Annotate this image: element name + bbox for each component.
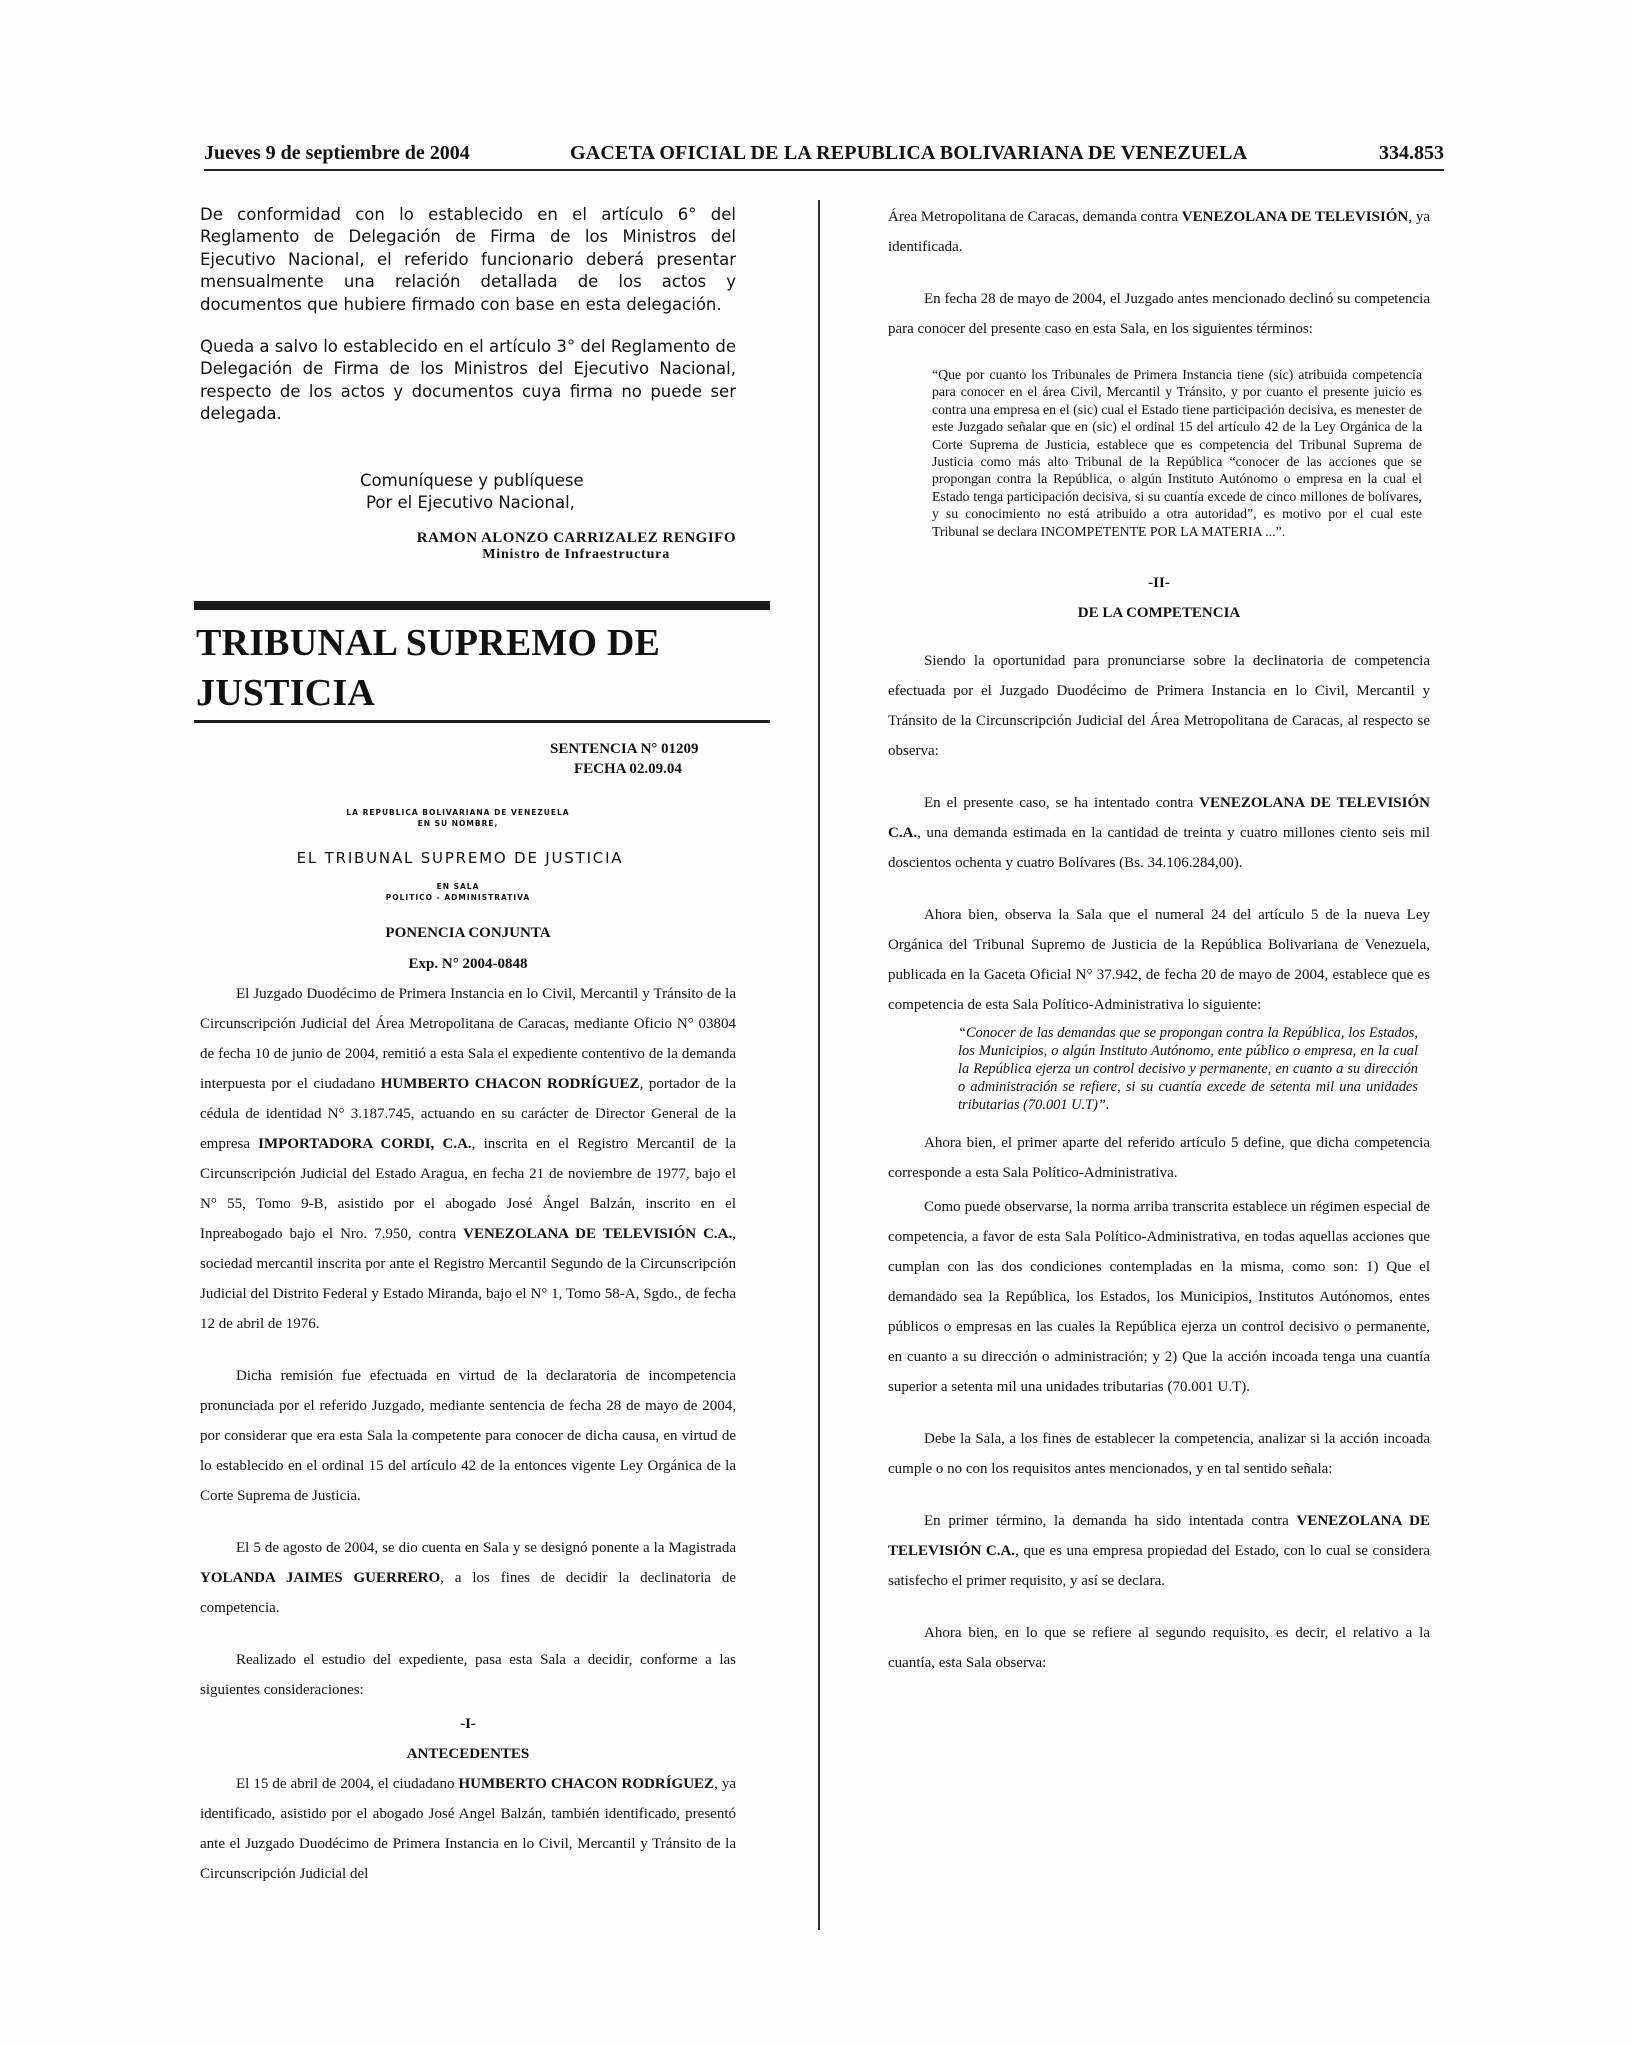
sentencia-date: FECHA 02.09.04 (574, 760, 682, 777)
closing-line-2: Por el Ejecutivo Nacional, (366, 492, 575, 512)
defendant-name: VENEZOLANA DE TELEVISIÓN C.A. (888, 1513, 1430, 1560)
republica-line-1: LA REPUBLICA BOLIVARIANA DE VENEZUELA (346, 807, 570, 817)
left-column (196, 204, 736, 1911)
quote-1: “Que por cuanto los Tribunales de Primera Instancia tiene (sic) atribuida competencia para conocer en el área Civil, Mercantil y Tránsito, y por cuanto el presente juicio es contra una empresa en el (sic) cual el Estado tiene participación decisiva, es menester de este Juzgado señalar que en (sic) el ordinal 15 del artículo 42 de la Ley Orgánica de la Corte Suprema de Justicia, establece que es competencia del Tribunal Suprema de Justicia como más alto Tribunal de la República “conocer de las acciones que se propongan contra la República, o algún Instituto Autónomo o empresa en la cual el Estado tenga participación decisiva, si su cuantía excede de cinco millones de bolívares, y su conocimiento no está atribuido a otra autoridad”, es motivo por el cual este Tribunal se declara INCOMPETENTE POR LA MATERIA ...”. (932, 367, 1422, 539)
right-column (888, 202, 1430, 1700)
sala-line-1: EN SALA (436, 881, 480, 891)
column-divider (818, 200, 820, 1930)
header-rule (204, 169, 1444, 171)
page-header (204, 142, 1444, 172)
header-date: Jueves 9 de septiembre de 2004 (204, 142, 470, 164)
sentencia-number: SENTENCIA N° 01209 (550, 740, 699, 757)
sala-line-2: POLITICO - ADMINISTRATIVA (385, 892, 531, 902)
header-publication: GACETA OFICIAL DE LA REPUBLICA BOLIVARIANA DE VENEZUELA (570, 142, 1248, 164)
section-rule-top (194, 601, 770, 610)
closing-block (360, 470, 736, 514)
defendant-name: VENEZOLANA DE TELEVISIÓN C.A. (463, 1225, 733, 1242)
r-paragraph-8: Debe la Sala, a los fines de establecer la competencia, analizar si la acción incoada cumple o no con los requisitos antes mencionados, y en tal sentido señala: (888, 1431, 1430, 1478)
r-paragraph-7: Como puede observarse, la norma arriba transcrita establece un régimen especial de competencia, a favor de esta Sala Político-Administrativa, en todas aquellas acciones que cumplan con las dos condiciones contempladas en la misma, como son: 1) Que el demandado sea la República, los Estados, los Municipios, Institutos Autónomos, entes públicos o empresas en las cuales la República ejerza un control decisivo o permanente, en cuanto a su dirección o administración; y 2) Que la acción incoada tenga una cuantía superior a setenta mil una unidades tributarias (70.001 U.T). (888, 1199, 1430, 1396)
paragraph-4: Realizado el estudio del expediente, pasa esta Sala a decidir, conforme a las siguientes consideraciones: (200, 1651, 736, 1698)
magistrate-name: YOLANDA JAIMES GUERRERO (200, 1569, 441, 1586)
section-rule-bottom (194, 720, 770, 723)
r-paragraph-10: Ahora bien, en lo que se refiere al segundo requisito, es decir, el relativo a la cuantía, esta Sala observa: (888, 1625, 1430, 1672)
r-paragraph-1: Área Metropolitana de Caracas, demanda contra VENEZOLANA DE TELEVISIÓN, ya identificada. (888, 209, 1430, 255)
signer-name: RAMON ALONZO CARRIZALEZ RENGIFO (416, 529, 736, 546)
section-1-title: ANTECEDENTES (406, 1745, 530, 1762)
tribunal-line: EL TRIBUNAL SUPREMO DE JUSTICIA (296, 848, 624, 867)
intro-paragraph-1: De conformidad con lo establecido en el artículo 6° del Reglamento de Delegación de Firma de los Ministros del Ejecutivo Nacional, el referido funcionario deberá presentar mensualmente una relación detallada de los actos y documentos que hubiere firmado con base en esta delegación. (200, 205, 736, 314)
r-paragraph-4: En el presente caso, se ha intentado contra VENEZOLANA DE TELEVISIÓN C.A., una demanda estimada en la cantidad de treinta y cuatro millones ciento seis mil doscientos ochenta y cuatro Bolívares (Bs. 34.106.284,00). (888, 795, 1430, 872)
r-paragraph-3: Siendo la oportunidad para pronunciarse sobre la declinatoria de competencia efectuada por el Juzgado Duodécimo de Primera Instancia en lo Civil, Mercantil y Tránsito de la Circunscripción Judicial del Área Metropolitana de Caracas, al respecto se observa: (888, 653, 1430, 760)
header-page-number: 334.853 (1379, 142, 1444, 164)
r-paragraph-9: En primer término, la demanda ha sido intentada contra VENEZOLANA DE TELEVISIÓN C.A., que es una empresa propiedad del Estado, con lo cual se considera satisfecho el primer requisito, y así se declara. (888, 1513, 1430, 1590)
company-name: IMPORTADORA CORDI, C.A. (258, 1135, 472, 1152)
section-1-number: -I- (460, 1715, 476, 1732)
section-2-number: -II- (1148, 575, 1170, 592)
defendant-name: VENEZOLANA DE TELEVISIÓN C.A. (888, 795, 1430, 842)
section-2-title: DE LA COMPETENCIA (1077, 605, 1241, 622)
intro-paragraph-2: Queda a salvo lo establecido en el artículo 3° del Reglamento de Delegación de Firma de los Ministros del Ejecutivo Nacional, respecto de los actos y documentos cuya firma no puede ser delegada. (200, 337, 736, 424)
quote-2: “Conocer de las demandas que se propongan contra la República, los Estados, los Municipios, o algún Instituto Autónomo, ente público o empresa, en la cual la República ejerza un control decisivo y permanente, en cuanto a su dirección o administración se refiere, si su cuantía excede de setenta mil una unidades tributarias (70.001 U.T)”. (958, 1025, 1418, 1114)
paragraph-5: El 15 de abril de 2004, el ciudadano HUMBERTO CHACON RODRÍGUEZ, ya identificado, asistido por el abogado José Angel Balzán, también identificado, presentó ante el Juzgado Duodécimo de Primera Instancia en lo Civil, Mercantil y Tránsito de la Circunscripción Judicial del (200, 1775, 736, 1882)
expediente-number: Exp. N° 2004-0848 (408, 955, 528, 972)
paragraph-3: El 5 de agosto de 2004, se dio cuenta en Sala y se designó ponente a la Magistrada YOLANDA JAIMES GUERRERO, a los fines de decidir la declinatoria de competencia. (200, 1539, 736, 1616)
defendant-name: VENEZOLANA DE TELEVISIÓN (1181, 209, 1409, 225)
party-name: HUMBERTO CHACON RODRÍGUEZ (458, 1775, 715, 1792)
signer-title: Ministro de Infraestructura (482, 546, 670, 562)
party-name: HUMBERTO CHACON RODRÍGUEZ (380, 1075, 640, 1092)
paragraph-2: Dicha remisión fue efectuada en virtud de la declaratoria de incompetencia pronunciada por el referido Juzgado, mediante sentencia de fecha 28 de mayo de 2004, por considerar que era esta Sala la competente para conocer de dicha causa, en virtud de lo establecido en el ordinal 15 del artículo 42 de la entonces vigente Ley Orgánica de la Corte Suprema de Justicia. (200, 1367, 736, 1504)
r-paragraph-5: Ahora bien, observa la Sala que el numeral 24 del artículo 5 de la nueva Ley Orgánica del Tribunal Supremo de Justicia de la República Bolivariana de Venezuela, publicada en la Gaceta Oficial N° 37.942, de fecha 20 de mayo de 2004, establece que es competencia de esta Sala Político-Administrativa lo siguiente: (888, 907, 1430, 1014)
r-paragraph-6: Ahora bien, el primer aparte del referido artículo 5 define, que dicha competencia corresponde a esta Sala Político-Administrativa. (888, 1135, 1430, 1182)
closing-line-1: Comuníquese y publíquese (360, 470, 584, 490)
sentencia-block (550, 739, 736, 779)
section-title: TRIBUNAL SUPREMO DE JUSTICIA (196, 621, 661, 714)
r-paragraph-2: En fecha 28 de mayo de 2004, el Juzgado antes mencionado declinó su competencia para conocer del presente caso en esta Sala, en los siguientes términos: (888, 291, 1430, 337)
ponencia-heading: PONENCIA CONJUNTA (385, 924, 551, 941)
republica-line-2: EN SU NOMBRE, (417, 818, 499, 828)
paragraph-1: El Juzgado Duodécimo de Primera Instancia en lo Civil, Mercantil y Tránsito de la Circunscripción Judicial del Área Metropolitana de Caracas, mediante Oficio N° 03804 de fecha 10 de junio de 2004, remitió a esta Sala el expediente contentivo de la demanda interpuesta por el ciudadano HUMBERTO CHACON RODRÍGUEZ, portador de la cédula de identidad N° 3.187.745, actuando en su carácter de Director General de la empresa IMPORTADORA CORDI, C.A., inscrita en el Registro Mercantil de la Circunscripción Judicial del Estado Aragua, en fecha 21 de noviembre de 1977, bajo el N° 55, Tomo 9-B, asistido por el abogado José Ángel Balzán, inscrito en el Inpreabogado bajo el Nro. 7.950, contra VENEZOLANA DE TELEVISIÓN C.A., sociedad mercantil inscrita por ante el Registro Mercantil Segundo de la Circunscripción Judicial del Distrito Federal y Estado Miranda, bajo el N° 1, Tomo 58-A, Sgdo., de fecha 12 de abril de 1976. (200, 985, 736, 1332)
